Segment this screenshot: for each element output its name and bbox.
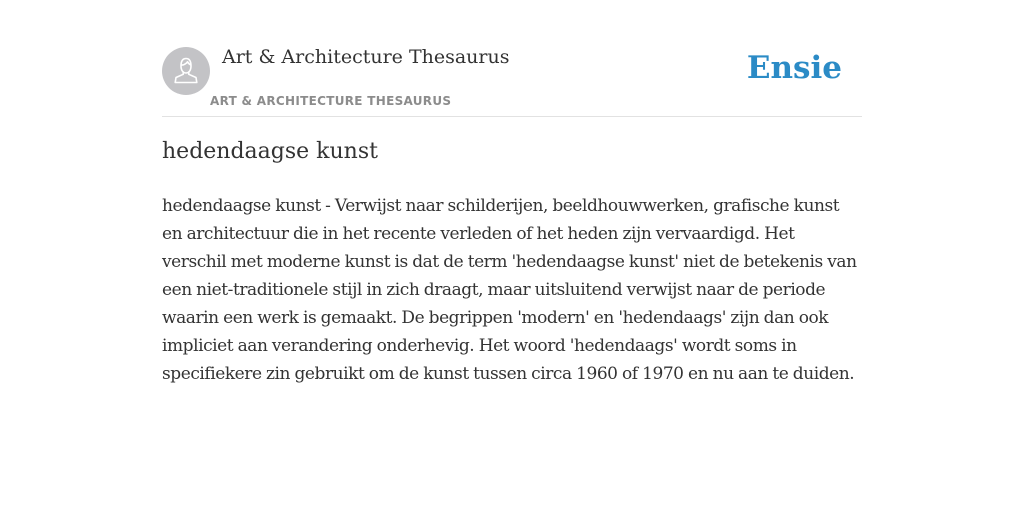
entry-definition: hedendaagse kunst - Verwijst naar schilderijen, beeldhouwwerken, grafische kunst en architectuur die in het recente verleden of het heden zijn vervaardigd. Het verschil met moderne kunst is dat de term 'hedendaagse kunst' niet de betekenis van een niet-traditionele stijl in zich draagt, maar uitsluitend verwijst naar de periode waarin een werk is gemaakt. De begrippen 'modern' en 'hedendaags' zijn dan ook impliciet aan verandering onderhevig. Het woord 'hedendaags' wordt soms in specifiekere zin gebruikt om de kunst tussen circa 1960 of 1970 en nu aan te duiden. xyxy=(162,196,857,384)
source-title[interactable]: Art & Architecture Thesaurus xyxy=(222,46,510,68)
user-silhouette-icon xyxy=(162,47,210,95)
source-avatar[interactable] xyxy=(162,47,210,95)
source-header xyxy=(162,44,862,117)
entry-term: hedendaagse kunst xyxy=(162,139,378,164)
source-subtitle: ART & ARCHITECTURE THESAURUS xyxy=(210,94,452,108)
brand-logo-link[interactable]: Ensie xyxy=(746,50,842,86)
